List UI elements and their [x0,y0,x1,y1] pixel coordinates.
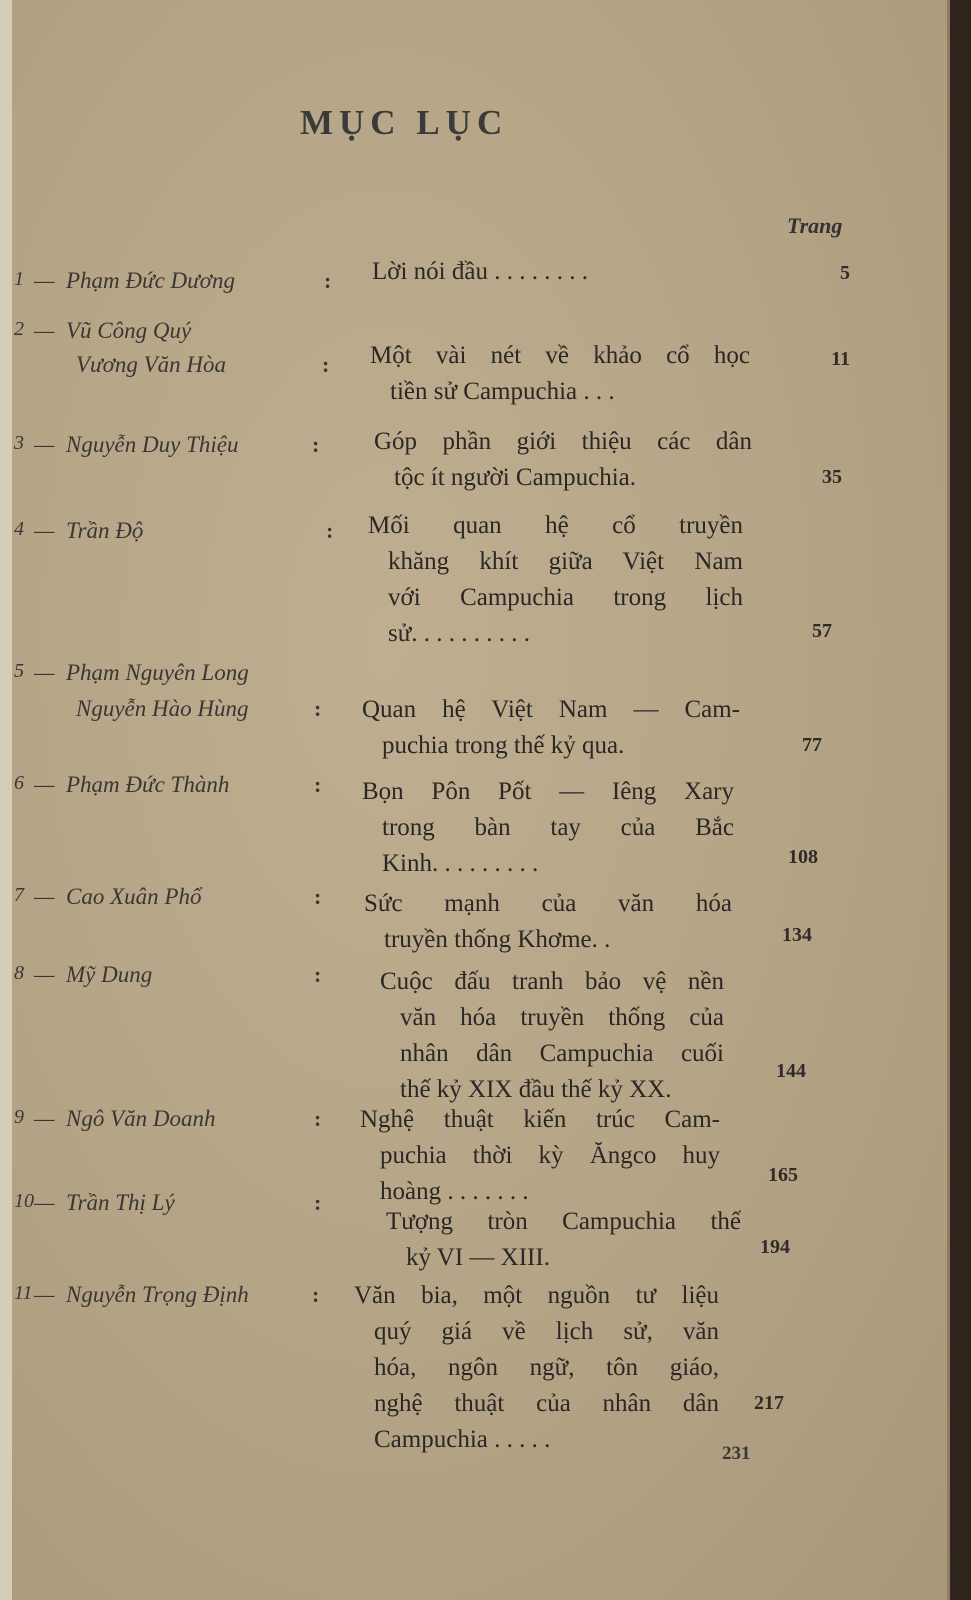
entry-title-line: nhân dân Campuchia cuối [400,1040,724,1067]
entry-title-line: truyền thống Khơme. . [384,926,611,953]
entry-page-number: 35 [822,466,842,488]
entry-number: 3 [14,432,24,454]
entry-title-line: tiền sử Campuchia . . . [390,378,615,405]
entry-title-line: trong bàn tay của Bắc [382,814,734,841]
entry-title-line: Nghệ thuật kiến trúc Cam- [360,1106,720,1133]
entry-dash: — [34,268,55,293]
entry-number: 5 [14,660,24,682]
entry-author: Phạm Nguyên Long [66,660,249,685]
entry-number: 1 [14,268,24,290]
entry-author: Nguyễn Hào Hùng [76,696,249,721]
entry-dash: — [34,772,55,797]
entry-colon: : [326,518,334,543]
entry-title-line: Một vài nét về khảo cổ học [370,342,750,369]
entry-title-line: Góp phần giới thiệu các dân [374,428,752,455]
entry-author: Cao Xuân Phổ [66,884,202,909]
entry-colon: : [324,268,332,293]
entry-title-line: Mối quan hệ cổ truyền [368,512,743,539]
entry-title-line: Campuchia . . . . . [374,1426,551,1453]
entry-title-line: quý giá về lịch sử, văn [374,1318,719,1345]
entry-dash: — [34,1282,55,1307]
entry-dash: — [34,884,55,909]
entry-author: Phạm Đức Thành [66,772,230,797]
entry-title-line: sử. . . . . . . . . . [388,620,531,647]
entry-dash: — [34,660,55,685]
entry-colon: : [314,884,322,909]
entry-colon: : [314,696,322,721]
entry-page-number: 217 [754,1392,784,1414]
entry-title-line: Tượng tròn Campuchia thế [386,1208,741,1235]
entry-author: Mỹ Dung [66,962,153,987]
entry-dash: — [34,1106,55,1131]
entry-number: 7 [14,884,24,906]
entry-dash: — [34,318,55,343]
entry-title-line: puchia trong thế kỷ qua. [382,732,625,759]
entry-number: 10 [14,1190,34,1212]
entry-colon: : [322,352,330,377]
entry-title-line: Sức mạnh của văn hóa [364,890,732,917]
entry-page-number: 57 [812,620,832,642]
entry-colon: : [312,1282,320,1307]
entry-page-number: 194 [760,1236,790,1258]
entry-dash: — [34,962,55,987]
entry-page-number: 108 [788,846,818,868]
entry-title-line: Quan hệ Việt Nam — Cam- [362,696,740,723]
entry-page-number: 5 [840,262,850,284]
entry-title-line: tộc ít người Campuchia. [394,464,637,491]
page-title: MỤC LỤC [300,103,509,142]
entry-colon: : [314,772,322,797]
entry-page-number: 165 [768,1164,798,1186]
entry-title-line: puchia thời kỳ Ăngco huy [380,1142,720,1169]
entry-author: Phạm Đức Dương [66,268,235,293]
entry-number: 6 [14,772,24,794]
entry-author: Nguyễn Duy Thiệu [66,432,239,457]
page-column-header: Trang [787,213,843,238]
entry-number: 4 [14,518,24,540]
entry-title-line: Cuộc đấu tranh bảo vệ nền [380,968,724,995]
entry-author: Trần Thị Lý [66,1190,175,1215]
entry-number: 8 [14,962,24,984]
entry-author: Ngô Văn Doanh [66,1106,216,1131]
entry-title-line: Văn bia, một nguồn tư liệu [354,1282,719,1309]
entry-number: 11 [14,1282,33,1304]
entry-author: Nguyễn Trọng Định [66,1282,249,1307]
entry-dash: — [34,518,55,543]
entry-title-line: với Campuchia trong lịch [388,584,743,611]
entry-dash: — [34,1190,55,1215]
book-page [12,0,950,1600]
entry-author: Vũ Công Quý [66,318,192,343]
entry-title-line: hoàng . . . . . . . [380,1178,529,1205]
entry-page-number: 144 [776,1060,806,1082]
entry-number: 2 [14,318,24,340]
entry-title-line: văn hóa truyền thống của [400,1004,724,1031]
entry-page-number: 77 [802,734,822,756]
entry-page-number: 11 [831,348,850,370]
entry-colon: : [314,1190,322,1215]
entry-title-line: hóa, ngôn ngữ, tôn giáo, [374,1354,719,1381]
entry-title-line: Bọn Pôn Pốt — Iêng Xary [362,778,734,805]
entry-author: Vương Văn Hòa [76,352,227,377]
entry-page-number: 134 [782,924,812,946]
entry-author: Trần Độ [66,518,144,543]
entry-number: 9 [14,1106,24,1128]
entry-title-line: khăng khít giữa Việt Nam [388,548,743,575]
entry-colon: : [314,962,322,987]
entry-title-line: nghệ thuật của nhân dân [374,1390,719,1417]
entry-title-line: thế kỷ XIX đầu thế kỷ XX. [400,1076,672,1103]
entry-colon: : [312,432,320,457]
entry-title-line: Lời nói đầu . . . . . . . . [372,258,588,285]
entry-dash: — [34,432,55,457]
entry-colon: : [314,1106,322,1131]
final-page-number: 231 [722,1443,751,1464]
entry-title-line: kỷ VI — XIII. [406,1244,550,1271]
entry-title-line: Kinh. . . . . . . . . [382,850,539,877]
